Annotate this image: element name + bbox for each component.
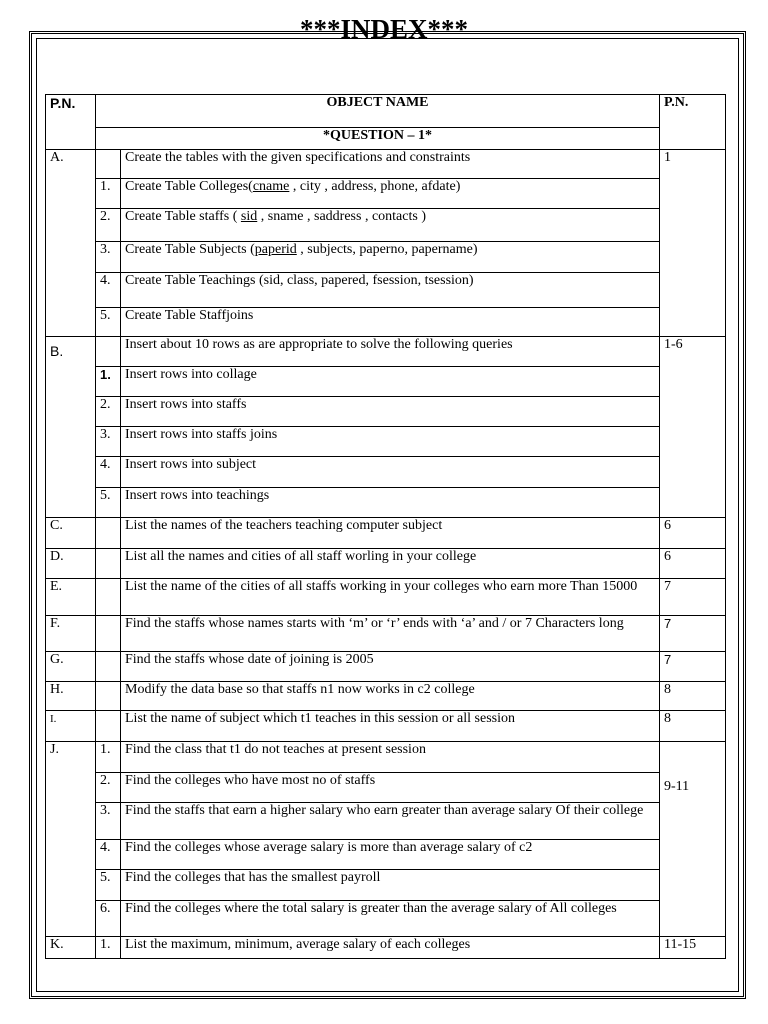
- header-left-pn: P.N.: [46, 95, 96, 150]
- page-number: 7: [660, 616, 726, 652]
- item-number: 4.: [96, 273, 121, 308]
- item-text: List the maximum, minimum, average salary of each colleges: [121, 937, 660, 959]
- question-heading: *QUESTION – 1*: [96, 128, 660, 150]
- item-number: 5.: [96, 488, 121, 518]
- table-row: [46, 179, 726, 209]
- item-number: 4.: [96, 457, 121, 488]
- item-text: Find the colleges that has the smallest payroll: [121, 870, 660, 901]
- table-header-row: [46, 95, 726, 128]
- section-text: List the name of the cities of all staffs working in your colleges who earn more Than 15000: [121, 579, 660, 616]
- item-text-post: , city , address, phone, afdate): [289, 179, 461, 194]
- item-text-post: , subjects, paperno, papername): [296, 242, 478, 257]
- item-number: 3.: [96, 242, 121, 273]
- section-label: G.: [46, 652, 96, 682]
- table-row: [46, 367, 726, 397]
- item-text: Find the class that t1 do not teaches at present session: [121, 742, 660, 773]
- section-label: H.: [46, 682, 96, 711]
- section-label: D.: [46, 549, 96, 579]
- table-row: [46, 209, 726, 242]
- table-row: [46, 652, 726, 682]
- page-number: 6: [660, 518, 726, 549]
- question-row: [46, 128, 726, 150]
- item-text: Find the colleges where the total salary is greater than the average salary of All colleges: [121, 901, 660, 937]
- item-text: Find the colleges who have most no of staffs: [121, 773, 660, 803]
- table-row: [46, 773, 726, 803]
- item-text: Find the staffs that earn a higher salary who earn greater than average salary Of their college: [121, 803, 660, 840]
- section-text: Find the staffs whose date of joining is 2005: [121, 652, 660, 682]
- blank-cell: [96, 682, 121, 711]
- section-label: K.: [46, 937, 96, 959]
- item-text-pre: Create Table Subjects (: [125, 242, 255, 257]
- table-row: [46, 803, 726, 840]
- item-number: 3.: [96, 427, 121, 457]
- item-number: 2.: [96, 397, 121, 427]
- item-number: 2.: [96, 209, 121, 242]
- header-object-name: OBJECT NAME: [96, 95, 660, 128]
- section-text: Modify the data base so that staffs n1 now works in c2 college: [121, 682, 660, 711]
- section-label: B.: [46, 337, 96, 518]
- table-row: [46, 682, 726, 711]
- table-row: [46, 397, 726, 427]
- item-number: 1.: [96, 742, 121, 773]
- table-row: [46, 549, 726, 579]
- table-row: [46, 840, 726, 870]
- item-text-post: , sname , saddress , contacts ): [257, 209, 426, 224]
- table-row: [46, 711, 726, 742]
- item-key-field: paperid: [254, 242, 297, 257]
- page-number: 1-6: [660, 337, 726, 518]
- section-text: Insert about 10 rows as are appropriate to solve the following queries: [121, 337, 660, 367]
- item-number: 1.: [96, 367, 121, 397]
- table-row: [46, 901, 726, 937]
- blank-cell: [96, 549, 121, 579]
- table-row: [46, 616, 726, 652]
- item-key-field: sid: [240, 209, 258, 224]
- item-number: 1.: [96, 937, 121, 959]
- page-number: 8: [660, 711, 726, 742]
- item-number: 5.: [96, 308, 121, 337]
- page-number: 8: [660, 682, 726, 711]
- item-text: [121, 242, 660, 273]
- section-label: F.: [46, 616, 96, 652]
- item-number: 1.: [96, 179, 121, 209]
- table-row: [46, 579, 726, 616]
- page-number: 7: [660, 652, 726, 682]
- item-text: Insert rows into teachings: [121, 488, 660, 518]
- section-text: List the name of subject which t1 teaches in this session or all session: [121, 711, 660, 742]
- section-text: List the names of the teachers teaching computer subject: [121, 518, 660, 549]
- item-text: Insert rows into subject: [121, 457, 660, 488]
- page-number: 9-11: [660, 742, 726, 937]
- item-text: [121, 209, 660, 242]
- page-number: 6: [660, 549, 726, 579]
- table-row: [46, 337, 726, 367]
- table-row: [46, 742, 726, 773]
- table-row: [46, 308, 726, 337]
- table-row: [46, 937, 726, 959]
- section-text: Create the tables with the given specifications and constraints: [121, 150, 660, 179]
- page-number: 11-15: [660, 937, 726, 959]
- item-text: Find the colleges whose average salary is more than average salary of c2: [121, 840, 660, 870]
- page-number: 1: [660, 150, 726, 337]
- item-number: 4.: [96, 840, 121, 870]
- section-label: J.: [46, 742, 96, 937]
- section-label: I.: [46, 711, 96, 742]
- header-right-pn: P.N.: [660, 95, 726, 150]
- item-number: 2.: [96, 773, 121, 803]
- item-text: Insert rows into staffs: [121, 397, 660, 427]
- blank-cell: [96, 337, 121, 367]
- item-text: Insert rows into collage: [121, 367, 660, 397]
- page-title: ***INDEX***: [299, 14, 468, 44]
- blank-cell: [96, 150, 121, 179]
- table-row: [46, 150, 726, 179]
- index-table: [45, 94, 726, 959]
- item-text: Insert rows into staffs joins: [121, 427, 660, 457]
- item-text-pre: Create Table staffs (: [125, 209, 241, 224]
- item-text: Create Table Teachings (sid, class, papered, fsession, tsession): [121, 273, 660, 308]
- page-number: 7: [660, 579, 726, 616]
- table-row: [46, 870, 726, 901]
- item-number: 5.: [96, 870, 121, 901]
- blank-cell: [96, 579, 121, 616]
- table-row: [46, 242, 726, 273]
- blank-cell: [96, 652, 121, 682]
- item-text: [121, 179, 660, 209]
- section-text: List all the names and cities of all staff worling in your college: [121, 549, 660, 579]
- blank-cell: [96, 711, 121, 742]
- section-label: C.: [46, 518, 96, 549]
- blank-cell: [96, 616, 121, 652]
- table-row: [46, 273, 726, 308]
- item-text: Create Table Staffjoins: [121, 308, 660, 337]
- blank-cell: [96, 518, 121, 549]
- section-text: Find the staffs whose names starts with ‘m’ or ‘r’ ends with ‘a’ and / or 7 Characters long: [121, 616, 660, 652]
- table-row: [46, 427, 726, 457]
- section-label: E.: [46, 579, 96, 616]
- item-number: 3.: [96, 803, 121, 840]
- item-number: 6.: [96, 901, 121, 937]
- section-label: A.: [46, 150, 96, 337]
- item-key-field: cname: [252, 179, 290, 194]
- table-row: [46, 457, 726, 488]
- table-row: [46, 518, 726, 549]
- table-row: [46, 488, 726, 518]
- item-text-pre: Create Table Colleges(: [125, 179, 253, 194]
